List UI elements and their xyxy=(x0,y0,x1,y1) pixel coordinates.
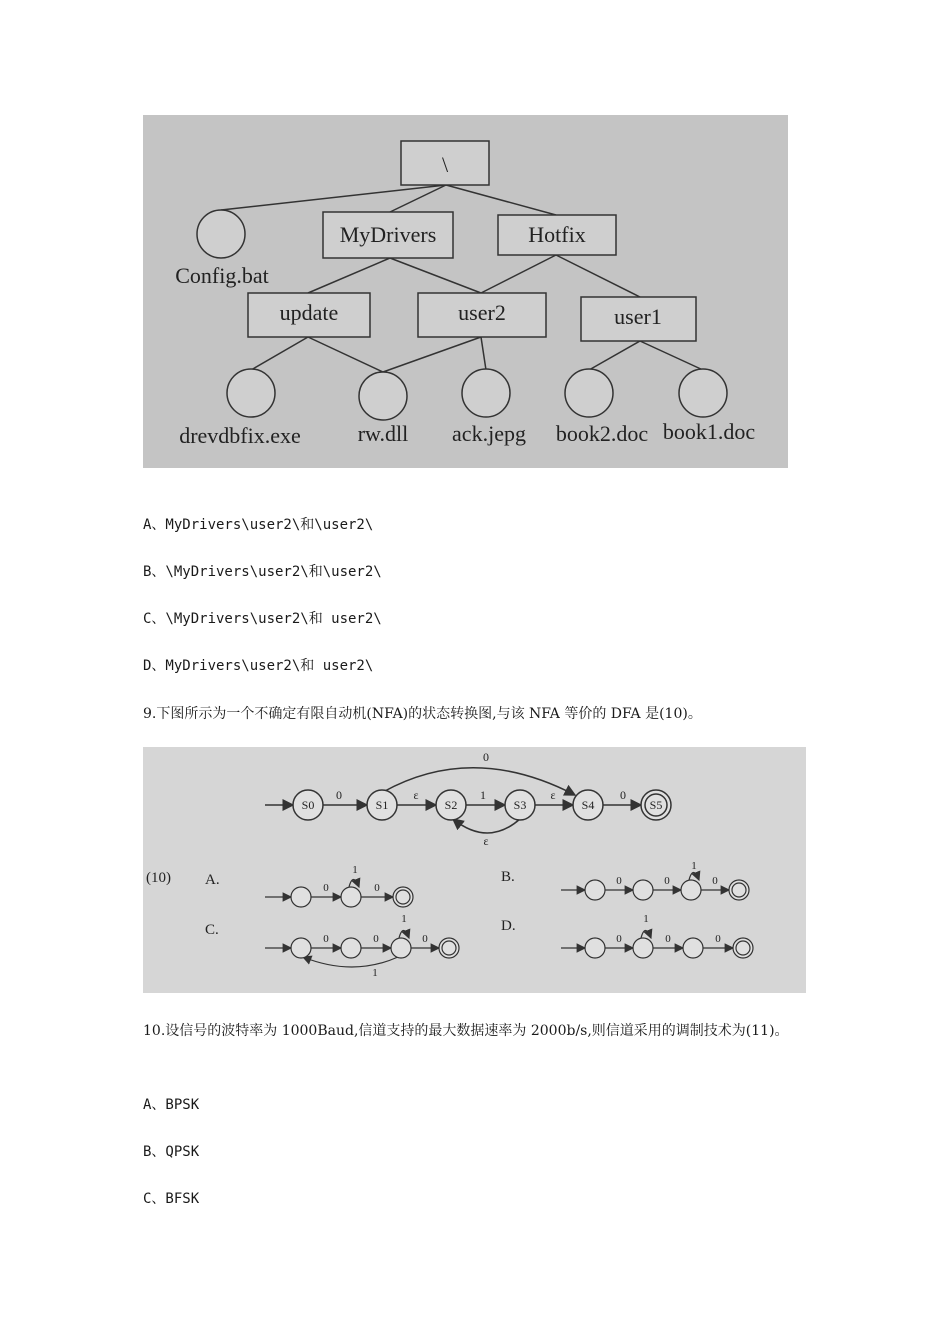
edge-label: ε xyxy=(550,788,556,802)
sub-edge-label: 0 xyxy=(323,933,329,945)
edge-label: 1 xyxy=(480,788,486,802)
sub-edge-label: 0 xyxy=(616,875,622,887)
option-b: B、\MyDrivers\user2\和\user2\ xyxy=(143,564,382,580)
edge-label: ε xyxy=(413,788,419,802)
choice-label: A. xyxy=(205,872,220,888)
option-d: D、MyDrivers\user2\和 user2\ xyxy=(143,658,374,674)
state-label: S2 xyxy=(444,798,458,812)
sub-edge-label: 0 xyxy=(715,933,721,945)
sub-edge-label: 0 xyxy=(664,875,670,887)
option-b: B、QPSK xyxy=(143,1144,200,1160)
user1-label: user1 xyxy=(614,304,662,329)
edge-label: 0 xyxy=(483,750,489,764)
config-file-node xyxy=(197,210,245,258)
file-node xyxy=(359,372,407,420)
sub-edge-label: 1 xyxy=(643,913,649,925)
state-label: S3 xyxy=(513,798,527,812)
file-node xyxy=(462,369,510,417)
nfa-diagram xyxy=(143,747,806,993)
config-label: Config.bat xyxy=(175,263,269,288)
sub-edge-label: 0 xyxy=(374,882,380,894)
file-label: rw.dll xyxy=(357,421,409,446)
edge-label: 0 xyxy=(336,788,342,802)
state-label: S4 xyxy=(581,798,595,812)
sub-edge-label: 1 xyxy=(691,860,697,872)
file-node xyxy=(565,369,613,417)
sub-edge-label: 0 xyxy=(712,875,718,887)
sub-edge-label: 1 xyxy=(372,967,378,979)
file-node xyxy=(679,369,727,417)
sub-edge-label: 1 xyxy=(352,864,358,876)
file-label: drevdbfix.exe xyxy=(179,423,301,448)
question-number: (10) xyxy=(146,870,171,886)
mydrivers-label: MyDrivers xyxy=(339,222,437,247)
state-label: S5 xyxy=(649,798,663,812)
file-node xyxy=(227,369,275,417)
sub-edge-label: 0 xyxy=(616,933,622,945)
root-label: \ xyxy=(441,152,449,177)
edge-label: 0 xyxy=(620,788,626,802)
sub-edge-label: 0 xyxy=(422,933,428,945)
question-10: 10.设信号的波特率为 1000Baud,信道支持的最大数据速率为 2000b/s,则信道采用的调制技术为(11)。 xyxy=(143,1023,789,1039)
file-label: book2.doc xyxy=(555,421,649,446)
choice-label: D. xyxy=(501,918,516,934)
sub-edge-label: 0 xyxy=(323,882,329,894)
file-label: ack.jepg xyxy=(452,421,526,446)
edge-label: ε xyxy=(483,834,489,848)
option-c: C、BFSK xyxy=(143,1191,200,1207)
choice-label: C. xyxy=(205,922,219,938)
user2-label: user2 xyxy=(458,300,506,325)
nfa-figure xyxy=(143,747,806,993)
hotfix-label: Hotfix xyxy=(528,222,586,247)
option-a: A、BPSK xyxy=(143,1097,200,1113)
directory-tree-figure xyxy=(143,115,788,468)
option-a: A、MyDrivers\user2\和\user2\ xyxy=(143,517,374,533)
sub-edge-label: 1 xyxy=(401,913,407,925)
directory-tree-diagram xyxy=(143,115,788,468)
file-label: book1.doc xyxy=(662,419,756,444)
state-label: S0 xyxy=(301,798,315,812)
sub-edge-label: 0 xyxy=(373,933,379,945)
sub-edge-label: 0 xyxy=(665,933,671,945)
question-9: 9.下图所示为一个不确定有限自动机(NFA)的状态转换图,与该 NFA 等价的 DFA 是(10)。 xyxy=(143,706,702,722)
choice-label: B. xyxy=(501,869,515,885)
state-label: S1 xyxy=(375,798,389,812)
update-label: update xyxy=(279,300,339,325)
option-c: C、\MyDrivers\user2\和 user2\ xyxy=(143,611,382,627)
